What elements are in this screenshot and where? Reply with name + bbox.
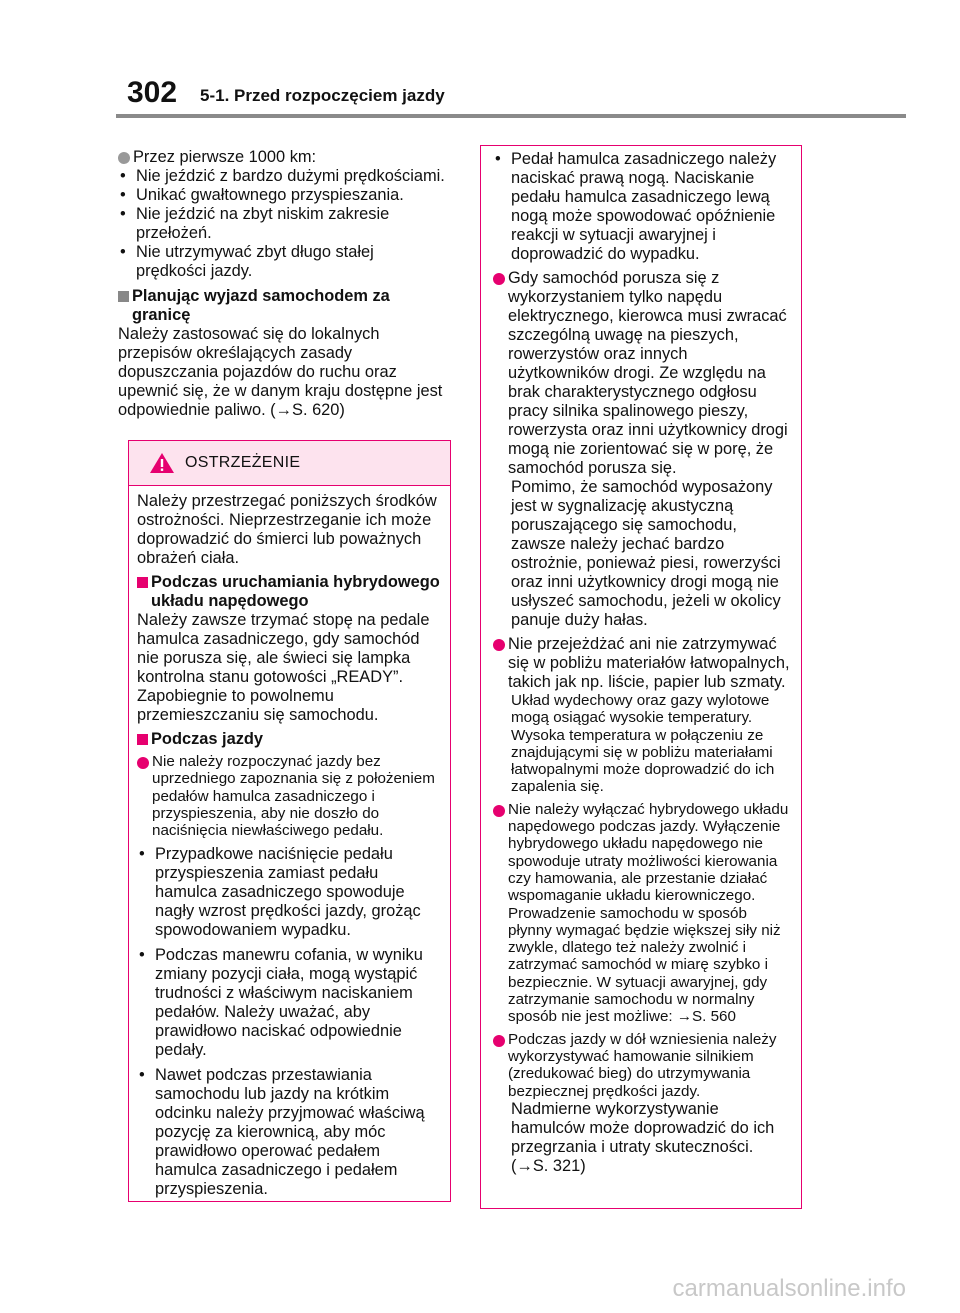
list-item: • Pedał hamulca zasadniczego należy naciskać prawą nogą. Naciskanie pedału hamulca zasadniczego lewą nogą może spowodować opóźnienie reakcji w sytuacji awaryjnej i doprowadzić do wypadku. [493, 150, 793, 264]
list-item: • Unikać gwałtownego przyspieszania. [120, 186, 404, 204]
page-number: 302 [127, 76, 178, 109]
driving-title: Podczas jazdy [151, 730, 264, 748]
warning-box-continued [480, 145, 802, 1209]
bullet-circle-icon [493, 805, 505, 817]
bullet-square-icon [137, 734, 148, 745]
warning-intro: Należy przestrzegać poniższych środków ostrożności. Nieprzestrzeganie ich może doprowadzić do śmierci lub poważnych obrażeń ciała. [137, 492, 437, 567]
hybrid-off-text: Nie należy wyłączać hybrydowego układu napędowego podczas jazdy. Wyłączenie hybrydowego układu napędowego nie spowoduje utraty możliwości kierowania czy hamowania, ale przestanie działać wspomaganie układu kierowniczego. Prowadzenie samochodu w sposób płynny wymagać będzie większej siły niż zwykle, dlatego też należy zwolnić i zatrzymać samochód w miarę szybko i bezpiecznie. W sytuacji awaryjnej, gdy zatrzymanie samochodu w normalny sposób nie jest możliwe: →S. 560 [508, 800, 789, 1026]
electric-section [493, 269, 793, 630]
warning-triangle-icon [149, 452, 175, 474]
warning-box [128, 440, 451, 1202]
list-item: • Nie utrzymywać zbyt długo stałej prędkości jazdy. [120, 243, 374, 280]
bullet-circle-icon [118, 152, 130, 164]
flammable-note: Układ wydechowy oraz gazy wylotowe mogą osiągać wysokie temperatury. Wysoka temperatura w połączeniu ze znajdującymi się w pobliżu materiałami łatwopalnymi może doprowadzić do ich zapalenia się. [511, 692, 775, 796]
list-item: • Nie jeździć na zbyt niskim zakresie przełożeń. [120, 205, 390, 242]
list-item: • Nawet podczas przestawiania samochodu lub jazdy na krótkim odcinku należy przyjmować właściwą pozycję za kierownicą, aby móc prawidłowo operować pedałem hamulca zasadniczego i pedałem przyspieszenia. [139, 1066, 425, 1199]
bullet-circle-icon [493, 639, 505, 651]
bullet-square-icon [137, 577, 148, 588]
header-divider [116, 114, 906, 118]
starting-text: Należy zawsze trzymać stopę na pedale hamulca zasadniczego, gdy samochód nie porusza się, ale świeci się lampka kontrolna stanu gotowości „READY”. Zapobiegnie to powolnemu przemieszczaniu się samochodu. [137, 611, 430, 724]
driving-first: Nie należy rozpoczynać jazdy bez uprzedniego zapoznania się z położeniem pedałów hamulca zasadniczego i przyspieszenia, aby nie doszło do naciśnięcia niewłaściwego pedału. [152, 753, 435, 840]
electric-note: Pomimo, że samochód wyposażony jest w sygnalizację akustyczną poruszającego się samochodu, zawsze należy jechać bardzo ostrożnie, ponieważ piesi, rowerzyści oraz inni użytkownicy drogi mogą nie usłyszeć samochodu, jeżeli w okolicy panuje duży hałas. [511, 478, 781, 629]
list-item: • Nie jeździć z bardzo dużymi prędkościami. [120, 167, 445, 185]
starting-section [137, 573, 444, 725]
hybrid-off-section [493, 801, 793, 1026]
abroad-title: Planując wyjazd samochodem za granicę [132, 287, 390, 324]
abroad-text: Należy zastosować się do lokalnych przepisów określających zasady dopuszczania pojazdów do ruchu oraz upewnić się, że w danym kraju dostępne jest odpowiednie paliwo. (→S. 620) [118, 325, 443, 419]
section-title: 5-1. Przed rozpoczęciem jazdy [200, 86, 445, 105]
left-column [118, 148, 448, 425]
first-km-title: Przez pierwsze 1000 km: [133, 148, 317, 166]
pedal-text: Pedał hamulca zasadniczego należy naciskać prawą nogą. Naciskanie pedału hamulca zasadniczego lewą nogą może spowodować opóźnienie reakcji w sytuacji awaryjnej i doprowadzić do wypadku. [511, 150, 777, 263]
warning-body [129, 486, 450, 1199]
first-km-section [118, 148, 448, 281]
flammable-text: Nie przejeżdżać ani nie zatrzymywać się w pobliżu materiałów łatwopalnych, takich jak np. liście, papier lub szmaty. [508, 635, 790, 691]
starting-title: Podczas uruchamiania hybrydowego układu napędowego [151, 573, 440, 610]
bullet-circle-icon [137, 757, 149, 769]
abroad-section [118, 287, 448, 420]
downhill-text: Podczas jazdy w dół wzniesienia należy wykorzystywać hamowanie silnikiem (zredukować bieg) do utrzymywania bezpiecznej prędkości jazdy. [508, 1030, 777, 1100]
driving-section [137, 730, 444, 1199]
list-item: • Przypadkowe naciśnięcie pedału przyspieszenia zamiast pedału hamulca zasadniczego spowoduje nagły wzrost prędkości jazdy, grożąc spowodowaniem wypadku. [139, 845, 421, 940]
warning-title: OSTRZEŻENIE [185, 454, 301, 471]
bullet-square-icon [118, 291, 129, 302]
downhill-note: Nadmierne wykorzystywanie hamulców może doprowadzić do ich przegrzania i utraty skuteczności. (→S. 321) [511, 1099, 775, 1175]
flammable-section [493, 635, 793, 796]
list-item: • Podczas manewru cofania, w wyniku zmiany pozycji ciała, mogą wystąpić trudności z właściwym naciskaniem pedałów. Należy uważać, aby prawidłowo naciskać odpowiednie pedały. [139, 946, 423, 1060]
warning-header [129, 441, 450, 486]
watermark: carmanualsonline.info [672, 1275, 906, 1302]
downhill-section [493, 1031, 793, 1176]
bullet-circle-icon [493, 273, 505, 285]
bullet-circle-icon [493, 1035, 505, 1047]
electric-text: Gdy samochód porusza się z wykorzystaniem tylko napędu elektrycznego, kierowca musi zwracać szczególną uwagę na pieszych, rowerzystów oraz innych użytkowników drogi. Ze względu na brak charakterystycznego odgłosu pracy silnika spalinowego pieszy, rowerzysta oraz inni użytkownicy drogi mogą nie zorientować się w porę, że samochód porusza się. [508, 269, 788, 477]
